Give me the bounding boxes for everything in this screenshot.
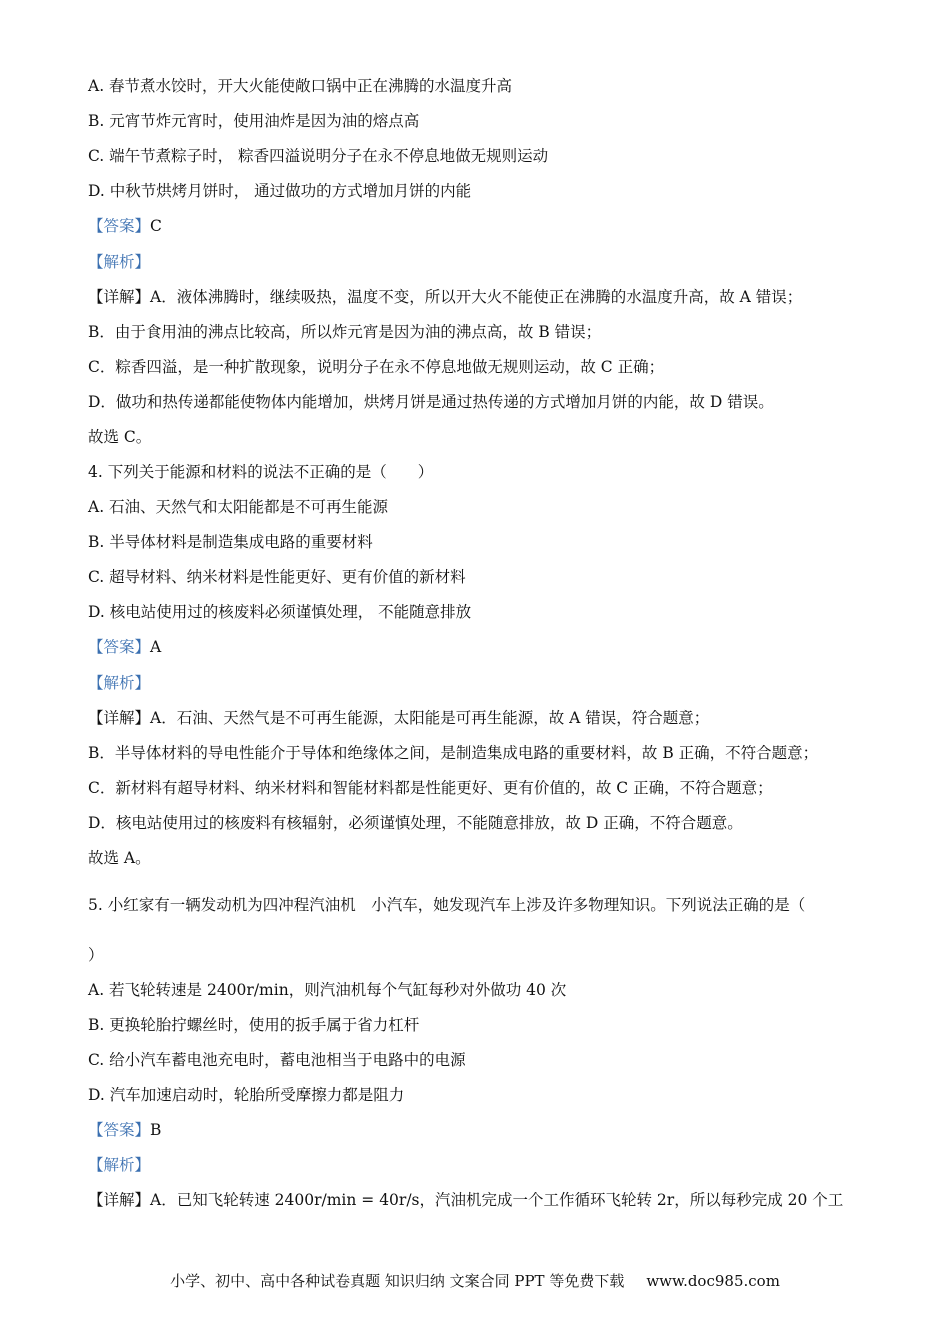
footer-text: 小学、初中、高中各种试卷真题 知识归纳 文案合同 PPT 等免费下载 xyxy=(170,1272,625,1290)
q4-option-b: B. 半导体材料是制造集成电路的重要材料 xyxy=(88,533,373,551)
detail-text: A．石油、天然气是不可再生能源，太阳能是可再生能源，故 A 错误，符合题意； xyxy=(150,709,710,727)
page-footer xyxy=(0,1270,950,1291)
q3-conclusion: 故选 C。 xyxy=(88,428,152,446)
answer-value: C xyxy=(150,217,162,235)
q4-detail-b: B．半导体材料的导电性能介于导体和绝缘体之间，是制造集成电路的重要材料，故 B 正确，不符合题意； xyxy=(88,744,819,762)
footer-site-link[interactable]: www.doc985.com xyxy=(646,1272,780,1290)
q4-option-c: C. 超导材料、纳米材料是性能更好、更有价值的新材料 xyxy=(88,568,466,586)
q5-stem-line1: 5. 小红家有一辆发动机为四冲程汽油机 小汽车，她发现汽车上涉及许多物理知识。下列说法正确的是（ xyxy=(88,896,806,914)
answer-tag: 【答案】 xyxy=(88,638,151,656)
answer-tag: 【答案】 xyxy=(88,217,151,235)
q4-conclusion: 故选 A。 xyxy=(88,849,151,867)
q4-option-d: D. 核电站使用过的核废料必须谨慎处理， 不能随意排放 xyxy=(88,603,472,621)
detail-text: A．已知飞轮转速 2400r/min = 40r/s，汽油机完成一个工作循环飞轮转 2r，所以每秒完成 20 个工 xyxy=(150,1191,844,1209)
q4-detail-a xyxy=(88,708,709,728)
q5-stem-line2: ） xyxy=(88,946,104,964)
q4-stem: 4. 下列关于能源和材料的说法不正确的是（ ） xyxy=(88,463,434,481)
detail-text: A．液体沸腾时，继续吸热，温度不变，所以开大火不能使正在沸腾的水温度升高，故 A 错误； xyxy=(150,288,803,306)
q5-answer xyxy=(88,1120,161,1140)
q3-option-d: D. 中秋节烘烤月饼时， 通过做功的方式增加月饼的内能 xyxy=(88,182,472,200)
q4-option-a: A. 石油、天然气和太阳能都是不可再生能源 xyxy=(88,498,389,516)
q3-answer xyxy=(88,216,162,236)
detail-tag: 【详解】 xyxy=(88,288,151,306)
q3-detail-c: C．粽香四溢，是一种扩散现象，说明分子在永不停息地做无规则运动，故 C 正确； xyxy=(88,358,665,376)
answer-value: A xyxy=(150,638,162,656)
q3-option-a: A. 春节煮水饺时，开大火能使敞口锅中正在沸腾的水温度升高 xyxy=(88,77,513,95)
q4-analysis-heading xyxy=(88,673,150,693)
q5-option-d: D. 汽车加速启动时，轮胎所受摩擦力都是阻力 xyxy=(88,1086,405,1104)
analysis-tag: 【解析】 xyxy=(88,253,151,271)
q3-detail-d: D．做功和热传递都能使物体内能增加，烘烤月饼是通过热传递的方式增加月饼的内能，故 D 错误。 xyxy=(88,393,774,411)
detail-tag: 【详解】 xyxy=(88,709,151,727)
q4-answer xyxy=(88,637,161,657)
analysis-tag: 【解析】 xyxy=(88,674,151,692)
q4-detail-c: C．新材料有超导材料、纳米材料和智能材料都是性能更好、更有价值的，故 C 正确，不符合题意； xyxy=(88,779,773,797)
q5-option-c: C. 给小汽车蓄电池充电时，蓄电池相当于电路中的电源 xyxy=(88,1051,466,1069)
answer-tag: 【答案】 xyxy=(88,1121,151,1139)
q5-option-b: B. 更换轮胎拧螺丝时，使用的扳手属于省力杠杆 xyxy=(88,1016,420,1034)
q4-detail-d: D．核电站使用过的核废料有核辐射，必须谨慎处理，不能随意排放，故 D 正确，不符合题意。 xyxy=(88,814,743,832)
q5-option-a: A. 若飞轮转速是 2400r/min，则汽油机每个气缸每秒对外做功 40 次 xyxy=(88,981,567,999)
detail-tag: 【详解】 xyxy=(88,1191,151,1209)
q3-detail-b: B．由于食用油的沸点比较高，所以炸元宵是因为油的沸点高，故 B 错误； xyxy=(88,323,602,341)
q5-detail-a xyxy=(88,1190,843,1210)
q3-option-b: B. 元宵节炸元宵时，使用油炸是因为油的熔点高 xyxy=(88,112,420,130)
q5-analysis-heading xyxy=(88,1155,150,1175)
q3-analysis-heading xyxy=(88,252,150,272)
q3-detail-a xyxy=(88,287,802,307)
answer-value: B xyxy=(150,1121,162,1139)
analysis-tag: 【解析】 xyxy=(88,1156,151,1174)
q3-option-c: C. 端午节煮粽子时， 粽香四溢说明分子在永不停息地做无规则运动 xyxy=(88,147,549,165)
